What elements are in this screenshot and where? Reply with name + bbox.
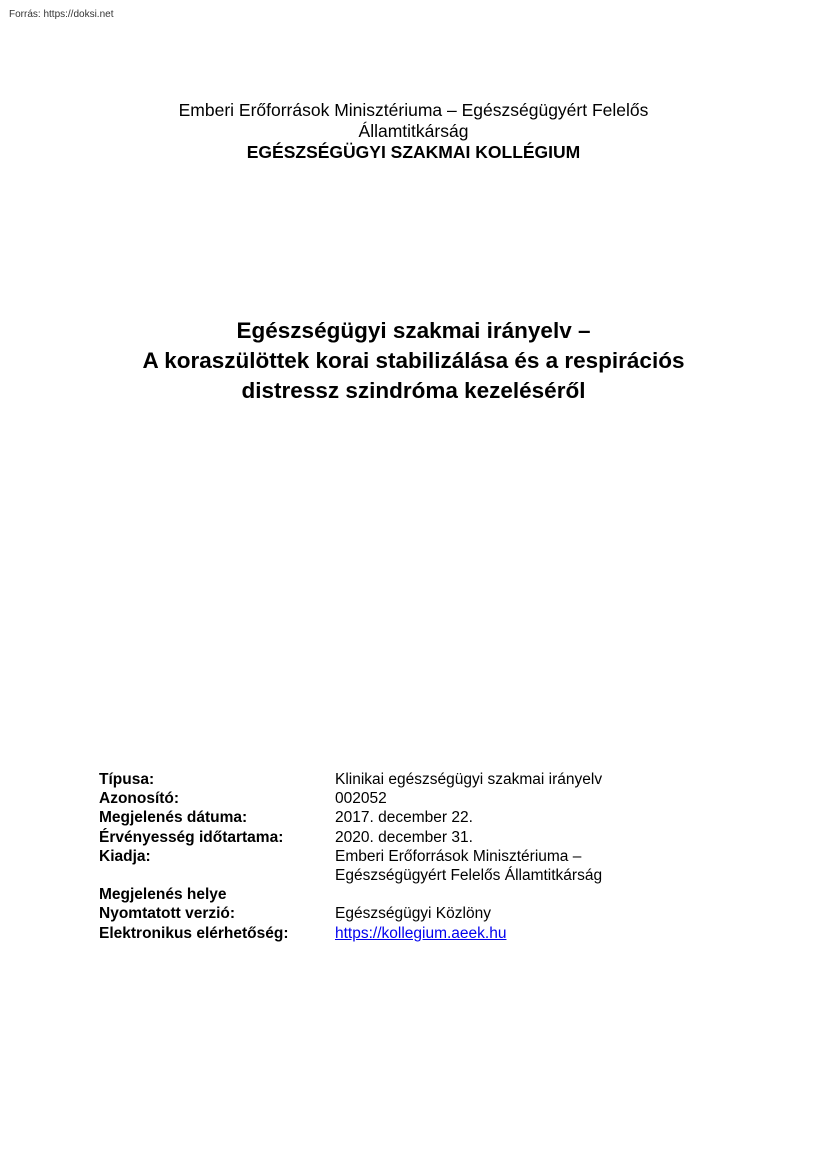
meta-row-print <box>99 904 602 923</box>
publisher-value <box>335 847 602 885</box>
metadata-table <box>99 770 602 943</box>
publisher-value-line1: Emberi Erőforrások Minisztériuma – <box>335 847 582 865</box>
publisher-value-line2: Egészségügyért Felelős Államtitkárság <box>335 867 603 885</box>
meta-row-type <box>99 770 602 789</box>
pubdate-label: Megjelenés dátuma: <box>99 809 248 827</box>
ministry-name-line2: Államtitkárság <box>358 121 469 141</box>
pubdate-value: 2017. december 22. <box>335 809 473 827</box>
ministry-name-line1: Emberi Erőforrások Minisztériuma – Egészségügyért Felelős <box>178 100 649 120</box>
title-line2: A koraszülöttek korai stabilizálása és a respirációs <box>142 348 685 373</box>
meta-row-validity <box>99 828 602 847</box>
type-value: Klinikai egészségügyi szakmai irányelv <box>335 771 603 788</box>
document-title <box>0 316 827 406</box>
meta-row-pubdate <box>99 808 602 827</box>
place-label: Megjelenés helye <box>99 886 227 904</box>
meta-row-place <box>99 885 602 904</box>
meta-row-online <box>99 924 602 943</box>
type-label: Típusa: <box>99 771 155 788</box>
print-label: Nyomtatott verzió: <box>99 905 236 923</box>
online-label: Elektronikus elérhetőség: <box>99 924 289 942</box>
print-value: Egészségügyi Közlöny <box>335 905 491 923</box>
validity-label: Érvényesség időtartama: <box>99 828 284 846</box>
title-line3: distressz szindróma kezeléséről <box>241 378 586 403</box>
publisher-label: Kiadja: <box>99 847 151 865</box>
online-link[interactable]: https://kollegium.aeek.hu <box>335 924 507 942</box>
title-line1: Egészségügyi szakmai irányelv – <box>236 318 591 343</box>
source-note: Forrás: https://doksi.net <box>9 9 114 20</box>
id-value: 002052 <box>335 790 387 808</box>
validity-value: 2020. december 31. <box>335 828 473 846</box>
meta-row-publisher <box>99 847 602 885</box>
ministry-header <box>0 100 827 163</box>
meta-row-id <box>99 789 602 808</box>
college-name: EGÉSZSÉGÜGYI SZAKMAI KOLLÉGIUM <box>246 142 581 162</box>
id-label: Azonosító: <box>99 790 180 808</box>
